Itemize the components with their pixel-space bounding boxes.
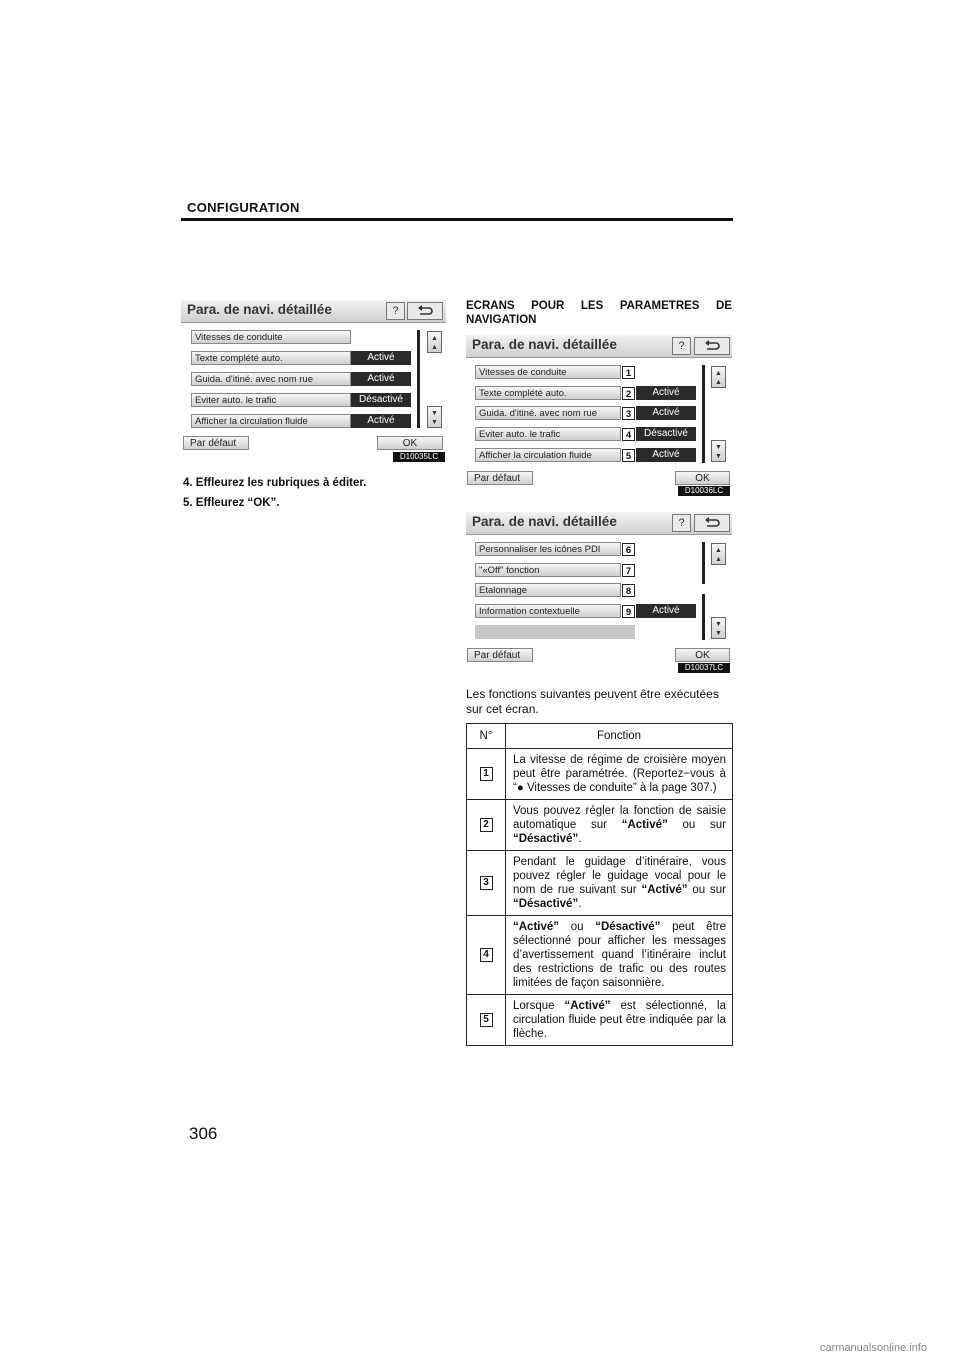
row-description-cell bbox=[506, 916, 733, 995]
back-button[interactable] bbox=[694, 514, 730, 532]
screen-title-bar bbox=[181, 300, 446, 323]
row-number-cell bbox=[467, 995, 506, 1046]
screen-title-bar bbox=[466, 512, 732, 535]
description-text: Vous pouvez régler la fonction de saisie automatique sur bbox=[513, 805, 726, 831]
table-row bbox=[467, 995, 733, 1046]
ok-button[interactable]: OK bbox=[377, 436, 443, 450]
row-number-box: 5 bbox=[480, 1013, 493, 1027]
figure-code: D10036LC bbox=[678, 486, 730, 496]
status-avoid-traffic: Désactivé bbox=[351, 393, 411, 407]
back-button[interactable] bbox=[694, 337, 730, 355]
watermark: carmanualsonline.info bbox=[820, 1342, 928, 1354]
scroll-down-button[interactable]: ▼ ▼ bbox=[711, 617, 726, 639]
page-number: 306 bbox=[189, 1124, 218, 1143]
emphasis-text: “Activé” bbox=[621, 819, 668, 831]
description-text: peut être sélectionné pour afficher les messages d’avertissement quand l’itinéraire inclut des restrictions de trafic ou des routes limitées de façon saisonnière. bbox=[513, 921, 726, 989]
description-text: ou bbox=[559, 921, 596, 933]
row-number-box: 3 bbox=[480, 876, 493, 890]
status-auto-complete: Activé bbox=[351, 351, 411, 365]
scroll-track bbox=[417, 330, 420, 428]
status-contextual-info: Activé bbox=[636, 604, 696, 618]
status-auto-complete: Activé bbox=[636, 386, 696, 400]
callout-3: 3 bbox=[622, 407, 635, 420]
back-arrow-icon bbox=[703, 340, 721, 352]
row-description-cell bbox=[506, 800, 733, 851]
scroll-up-button[interactable]: ▲ ▲ bbox=[711, 366, 726, 388]
description-text: est sélectionné, la circulation fluide peut être indiquée par la flèche. bbox=[513, 1000, 726, 1040]
description-text: Pendant le guidage d’itinéraire, vous pouvez régler le guidage vocal pour le nom de rue suivant sur bbox=[513, 856, 726, 896]
scroll-track bbox=[702, 365, 705, 463]
status-free-flow: Activé bbox=[351, 414, 411, 428]
table-row bbox=[467, 749, 733, 800]
back-button[interactable] bbox=[407, 302, 443, 320]
row-number-cell bbox=[467, 800, 506, 851]
table-row bbox=[467, 851, 733, 916]
screen-title: Para. de navi. détaillée bbox=[472, 514, 617, 529]
callout-6: 6 bbox=[622, 543, 635, 556]
row-description-cell bbox=[506, 851, 733, 916]
callout-4: 4 bbox=[622, 428, 635, 441]
table-row bbox=[467, 800, 733, 851]
table-row bbox=[467, 916, 733, 995]
scroll-up-button[interactable]: ▲ ▲ bbox=[711, 543, 726, 565]
item-avoid-traffic[interactable]: Eviter auto. le trafic bbox=[191, 393, 351, 407]
ok-button[interactable]: OK bbox=[675, 471, 730, 485]
col-header-function: Fonction bbox=[506, 724, 733, 749]
item-street-name-guidance[interactable]: Guida. d'itiné. avec nom rue bbox=[475, 406, 621, 420]
section-header: CONFIGURATION bbox=[187, 200, 300, 215]
item-calibration[interactable]: Etalonnage bbox=[475, 583, 621, 597]
status-street-name-guidance: Activé bbox=[636, 406, 696, 420]
emphasis-text: “Désactivé” bbox=[513, 833, 579, 845]
description-text: . bbox=[578, 833, 582, 845]
item-free-flow[interactable]: Afficher la circulation fluide bbox=[475, 448, 621, 462]
scroll-track-lower bbox=[702, 594, 705, 640]
callout-1: 1 bbox=[622, 366, 635, 379]
callout-2: 2 bbox=[622, 387, 635, 400]
help-button[interactable]: ? bbox=[672, 514, 691, 532]
scroll-up-button[interactable]: ▲ ▲ bbox=[427, 331, 442, 353]
item-customize-poi-icons[interactable]: Personnaliser les icônes PDI bbox=[475, 542, 621, 556]
description-text: ou sur bbox=[687, 884, 726, 896]
emphasis-text: “Activé” bbox=[513, 921, 560, 933]
emphasis-text: “Activé” bbox=[564, 1000, 611, 1012]
scroll-down-button[interactable]: ▼ ▼ bbox=[711, 440, 726, 462]
section-title: ECRANS POUR LES PARAMETRES DE NAVIGATION bbox=[466, 300, 732, 326]
row-number-cell bbox=[467, 749, 506, 800]
item-auto-complete[interactable]: Texte complété auto. bbox=[475, 386, 621, 400]
callout-5: 5 bbox=[622, 449, 635, 462]
screen-title-bar bbox=[466, 335, 732, 358]
help-button[interactable]: ? bbox=[386, 302, 405, 320]
item-driving-speeds[interactable]: Vitesses de conduite bbox=[475, 365, 621, 379]
description-text: ou sur bbox=[667, 819, 726, 831]
status-free-flow: Activé bbox=[636, 448, 696, 462]
table-body bbox=[467, 749, 733, 1046]
nav-settings-screen-3 bbox=[466, 512, 732, 675]
description-text: . bbox=[578, 898, 582, 910]
row-description-cell bbox=[506, 749, 733, 800]
screen-title: Para. de navi. détaillée bbox=[187, 302, 332, 317]
scroll-down-button[interactable]: ▼ ▼ bbox=[427, 406, 442, 428]
empty-row bbox=[475, 625, 635, 639]
status-avoid-traffic: Désactivé bbox=[636, 427, 696, 441]
row-number-box: 1 bbox=[480, 767, 493, 781]
scroll-track-upper bbox=[702, 542, 705, 584]
step-5: 5. Effleurez “OK”. bbox=[183, 497, 280, 509]
description-text: La vitesse de régime de croisière moyen peut être paramétrée. (Reportez−vous à “● Vitesses de conduite” à la page 307.) bbox=[513, 754, 726, 794]
row-description-cell bbox=[506, 995, 733, 1046]
item-street-name-guidance[interactable]: Guida. d'itiné. avec nom rue bbox=[191, 372, 351, 386]
row-number-box: 2 bbox=[480, 818, 493, 832]
status-street-name-guidance: Activé bbox=[351, 372, 411, 386]
back-arrow-icon bbox=[416, 305, 434, 317]
item-contextual-info[interactable]: Information contextuelle bbox=[475, 604, 621, 618]
item-avoid-traffic[interactable]: Eviter auto. le trafic bbox=[475, 427, 621, 441]
table-header-row bbox=[467, 724, 733, 749]
step-4: 4. Effleurez les rubriques à éditer. bbox=[183, 477, 367, 489]
default-button[interactable]: Par défaut bbox=[467, 648, 533, 662]
callout-8: 8 bbox=[622, 584, 635, 597]
row-number-box: 4 bbox=[480, 948, 493, 962]
emphasis-text: “Désactivé” bbox=[595, 921, 661, 933]
emphasis-text: “Activé” bbox=[641, 884, 688, 896]
header-rule bbox=[181, 218, 733, 221]
item-auto-complete[interactable]: Texte complété auto. bbox=[191, 351, 351, 365]
item-driving-speeds[interactable]: Vitesses de conduite bbox=[191, 330, 351, 344]
default-button[interactable]: Par défaut bbox=[183, 436, 249, 450]
ok-button[interactable]: OK bbox=[675, 648, 730, 662]
row-number-cell bbox=[467, 916, 506, 995]
figure-code: D10035LC bbox=[393, 452, 445, 462]
callout-7: 7 bbox=[622, 564, 635, 577]
back-arrow-icon bbox=[703, 517, 721, 529]
row-number-cell bbox=[467, 851, 506, 916]
screen-title: Para. de navi. détaillée bbox=[472, 337, 617, 352]
intro-text: Les fonctions suivantes peuvent être exécutées sur cet écran. bbox=[466, 687, 719, 716]
emphasis-text: “Désactivé” bbox=[513, 898, 579, 910]
description-text: Lorsque bbox=[513, 1000, 565, 1012]
nav-settings-screen-1 bbox=[181, 300, 446, 464]
nav-settings-screen-2 bbox=[466, 335, 732, 498]
callout-9: 9 bbox=[622, 605, 635, 618]
col-header-no: N° bbox=[467, 724, 506, 749]
figure-code: D10037LC bbox=[678, 663, 730, 673]
default-button[interactable]: Par défaut bbox=[467, 471, 533, 485]
item-free-flow[interactable]: Afficher la circulation fluide bbox=[191, 414, 351, 428]
item-off-function[interactable]: "«Off" fonction bbox=[475, 563, 621, 577]
help-button[interactable]: ? bbox=[672, 337, 691, 355]
function-table bbox=[466, 723, 733, 1046]
